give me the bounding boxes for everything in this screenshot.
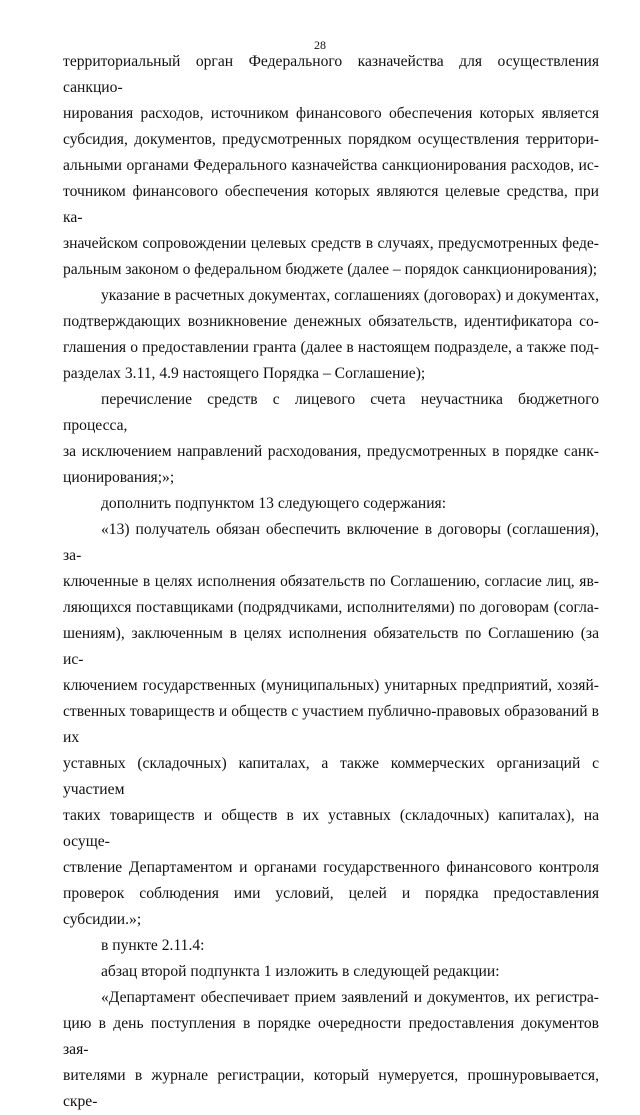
text-line: абзац второй подпункта 1 изложить в следующей редакции: (101, 963, 500, 980)
text-line: «13) получатель обязан обеспечить включение в договоры (соглашения), за- (63, 521, 599, 564)
text-line: проверок соблюдения ими условий, целей и порядка предоставления субсидии.»; (63, 885, 599, 928)
text-line: ционирования;»; (63, 469, 175, 486)
text-line: ключенные в целях исполнения обязательств по Соглашению, согласие лиц, яв- (63, 573, 599, 590)
paragraph (63, 283, 599, 387)
paragraph (63, 517, 599, 933)
paragraph (63, 933, 599, 959)
text-line: уставных (складочных) капиталах, а также коммерческих организаций с участием (63, 755, 599, 798)
text-line: ключением государственных (муниципальных) унитарных предприятий, хозяй- (63, 677, 599, 694)
text-line: дополнить подпунктом 13 следующего содержания: (101, 495, 447, 512)
text-line: ляющихся поставщиками (подрядчиками, исполнителями) по договорам (согла- (63, 599, 599, 616)
text-line: указание в расчетных документах, соглашениях (договорах) и документах, (101, 287, 599, 304)
text-line: перечисление средств с лицевого счета неучастника бюджетного процесса, (63, 391, 599, 434)
paragraph (63, 959, 599, 985)
text-line: точником финансового обеспечения которых являются целевые средства, при ка- (63, 183, 599, 226)
paragraph (63, 387, 599, 491)
text-line: территориальный орган Федерального казначейства для осуществления санкцио- (63, 53, 599, 96)
text-line: цию в день поступления в порядке очередности предоставления документов зая- (63, 1015, 599, 1058)
page-number: 28 (314, 38, 326, 52)
paragraph (63, 985, 599, 1115)
text-line: вителями в журнале регистрации, который нумеруется, прошнуровывается, скре- (63, 1067, 599, 1110)
text-line: значейском сопровождении целевых средств в случаях, предусмотренных феде- (63, 235, 599, 252)
text-line: ственных товариществ и обществ с участием публично-правовых образований в их (63, 703, 599, 746)
paragraph (63, 491, 599, 517)
text-line: нирования расходов, источником финансового обеспечения которых является (63, 105, 599, 122)
text-line: ральным законом о федеральном бюджете (далее – порядок санкционирования); (63, 261, 598, 278)
text-line: за исключением направлений расходования, предусмотренных в порядке санк- (63, 443, 599, 460)
text-line: подтверждающих возникновение денежных обязательств, идентификатора со- (63, 313, 599, 330)
text-line: глашения о предоставлении гранта (далее в настоящем подразделе, а также под- (63, 339, 599, 356)
text-line: таких товариществ и обществ в их уставных (складочных) капиталах), на осуще- (63, 807, 599, 850)
text-line: разделах 3.11, 4.9 настоящего Порядка – Соглашение); (63, 365, 426, 382)
text-line: субсидия, документов, предусмотренных порядком осуществления территори- (63, 131, 599, 148)
text-line: ствление Департаментом и органами государственного финансового контроля (63, 859, 599, 876)
body-text (63, 49, 599, 1115)
text-line: в пункте 2.11.4: (101, 937, 205, 954)
text-line: шениям), заключенным в целях исполнения обязательств по Соглашению (за ис- (63, 625, 599, 668)
text-line: альными органами Федерального казначейства санкционирования расходов, ис- (63, 157, 599, 174)
paragraph (63, 49, 599, 283)
text-line: «Департамент обеспечивает прием заявлений и документов, их регистра- (101, 989, 599, 1006)
